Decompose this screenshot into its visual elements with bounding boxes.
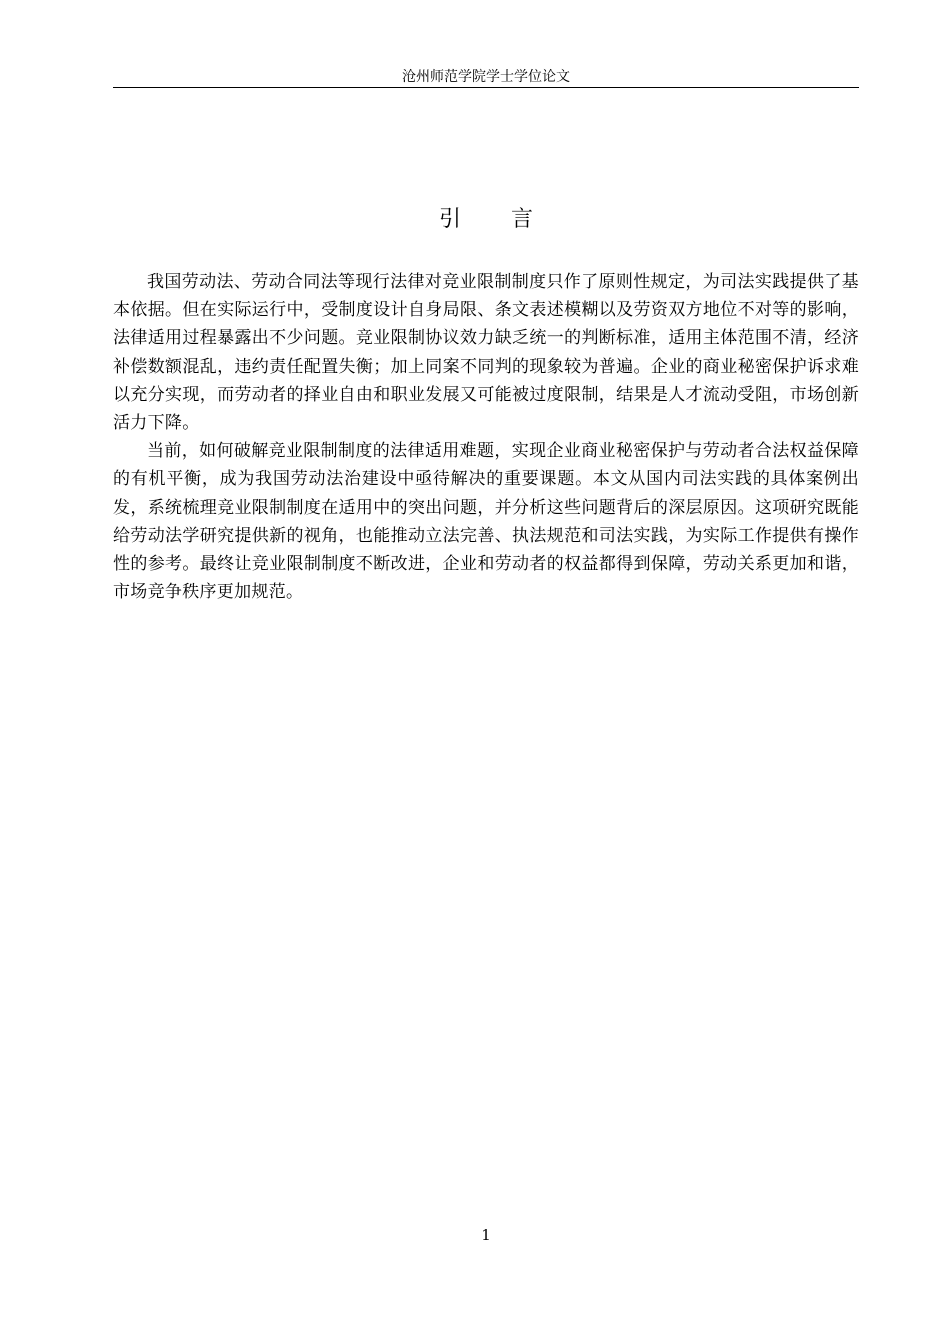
paragraph-2: 当前，如何破解竞业限制制度的法律适用难题，实现企业商业秘密保护与劳动者合法权益保障的有机平衡，成为我国劳动法治建设中亟待解决的重要课题。本文从国内司法实践的具体案例出发，系统梳理竞业限制制度在适用中的突出问题，并分析这些问题背后的深层原因。这项研究既能给劳动法学研究提供新的视角，也能推动立法完善、执法规范和司法实践，为实际工作提供有操作性的参考。最终让竞业限制制度不断改进，企业和劳动者的权益都得到保障，劳动关系更加和谐，市场竞争秩序更加规范。: [113, 441, 859, 603]
section-title: [113, 204, 859, 236]
running-header: [113, 70, 859, 88]
paragraph-1: 我国劳动法、劳动合同法等现行法律对竞业限制制度只作了原则性规定，为司法实践提供了基本依据。但在实际运行中，受制度设计自身局限、条文表述模糊以及劳资双方地位不对等的影响，法律适用过程暴露出不少问题。竞业限制协议效力缺乏统一的判断标准，适用主体范围不清，经济补偿数额混乱，违约责任配置失衡；加上同案不同判的现象较为普遍。企业的商业秘密保护诉求难以充分实现，而劳动者的择业自由和职业发展又可能被过度限制，结果是人才流动受阻，市场创新活力下降。: [113, 272, 859, 434]
header-title: 沧州师范学院学士学位论文: [402, 69, 570, 85]
section-title-char-1: 引: [438, 207, 461, 232]
body-text: [113, 268, 859, 606]
page-number: 1: [481, 1226, 491, 1244]
section-title-char-2: 言: [511, 207, 534, 232]
